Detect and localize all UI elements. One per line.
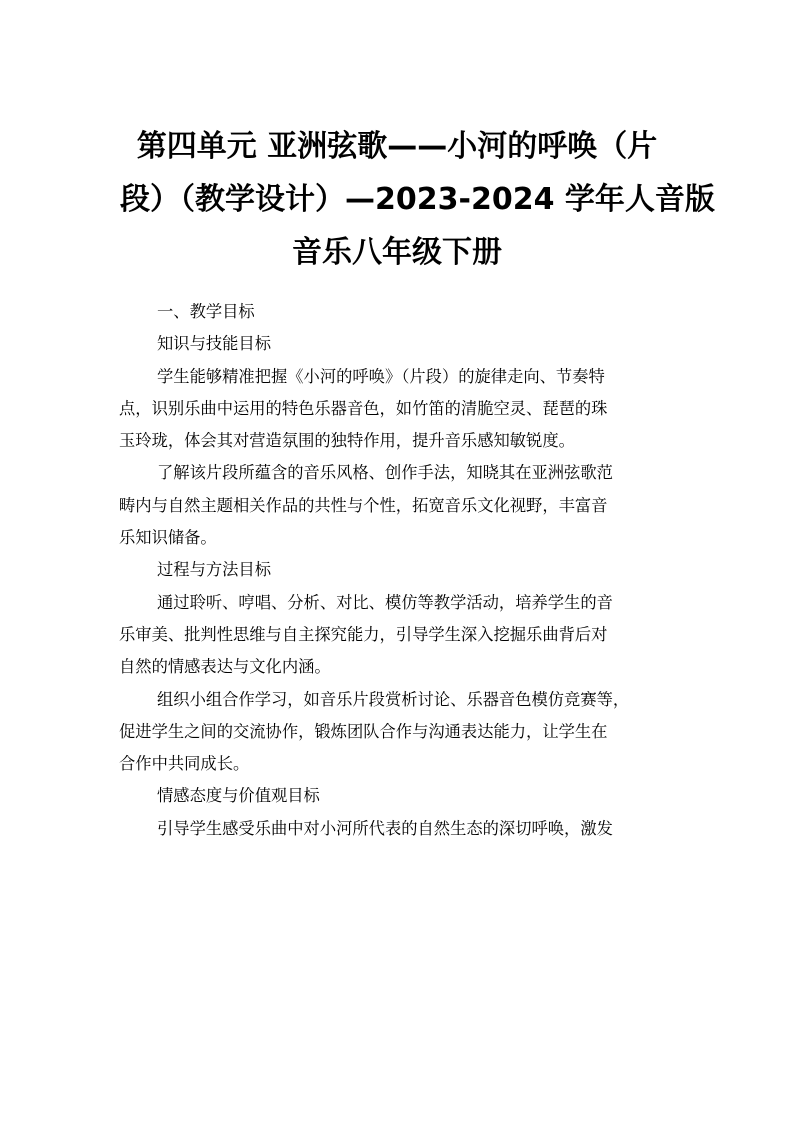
paragraph-line: 点，识别乐曲中运用的特色乐器音色，如竹笛的清脆空灵、琵琶的珠	[119, 398, 608, 418]
paragraph	[119, 457, 675, 554]
paragraph-line: 引导学生感受乐曲中对小河所代表的自然生态的深切呼唤，激发	[157, 818, 613, 838]
document-body	[119, 296, 675, 845]
paragraph-line: 畴内与自然主题相关作品的共性与个性，拓宽音乐文化视野，丰富音	[119, 495, 608, 515]
paragraph-line: 知识与技能目标	[157, 334, 271, 354]
title-line-3: 音乐八年级下册	[292, 235, 502, 270]
paragraph	[119, 684, 675, 781]
paragraph-line: 情感态度与价值观目标	[157, 786, 320, 806]
title-line-2: 段）（教学设计）—2023-2024 学年人音版	[120, 182, 715, 217]
paragraph-line: 组织小组合作学习，如音乐片段赏析讨论、乐器音色模仿竞赛等，	[157, 689, 630, 709]
paragraph-line: 乐审美、批判性思维与自主探究能力，引导学生深入挖掘乐曲背后对	[119, 624, 608, 644]
subheading-emotion-values	[119, 780, 675, 812]
section-heading-objectives	[119, 296, 675, 328]
paragraph-line: 一、教学目标	[157, 302, 255, 321]
paragraph-line: 玉玲珑，体会其对营造氛围的独特作用，提升音乐感知敏锐度。	[119, 431, 575, 451]
paragraph	[119, 813, 675, 845]
document-title	[120, 120, 715, 279]
paragraph-line: 通过聆听、哼唱、分析、对比、模仿等教学活动，培养学生的音	[157, 592, 613, 612]
paragraph	[119, 587, 675, 684]
paragraph-line: 自然的情感表达与文化内涵。	[119, 657, 331, 677]
paragraph-line: 过程与方法目标	[157, 560, 271, 580]
title-line-1: 第四单元 亚洲弦歌——小河的呼唤（片	[136, 129, 658, 164]
paragraph	[119, 361, 675, 458]
paragraph-line: 促进学生之间的交流协作，锻炼团队合作与沟通表达能力，让学生在	[119, 721, 608, 741]
paragraph-line: 学生能够精准把握《小河的呼唤》（片段）的旋律走向、节奏特	[157, 366, 605, 386]
subheading-knowledge-skills	[119, 328, 675, 360]
paragraph-line: 合作中共同成长。	[119, 754, 250, 774]
paragraph-line: 乐知识储备。	[119, 528, 217, 548]
paragraph-line: 了解该片段所蕴含的音乐风格、创作手法，知晓其在亚洲弦歌范	[157, 463, 613, 483]
subheading-process-methods	[119, 554, 675, 586]
